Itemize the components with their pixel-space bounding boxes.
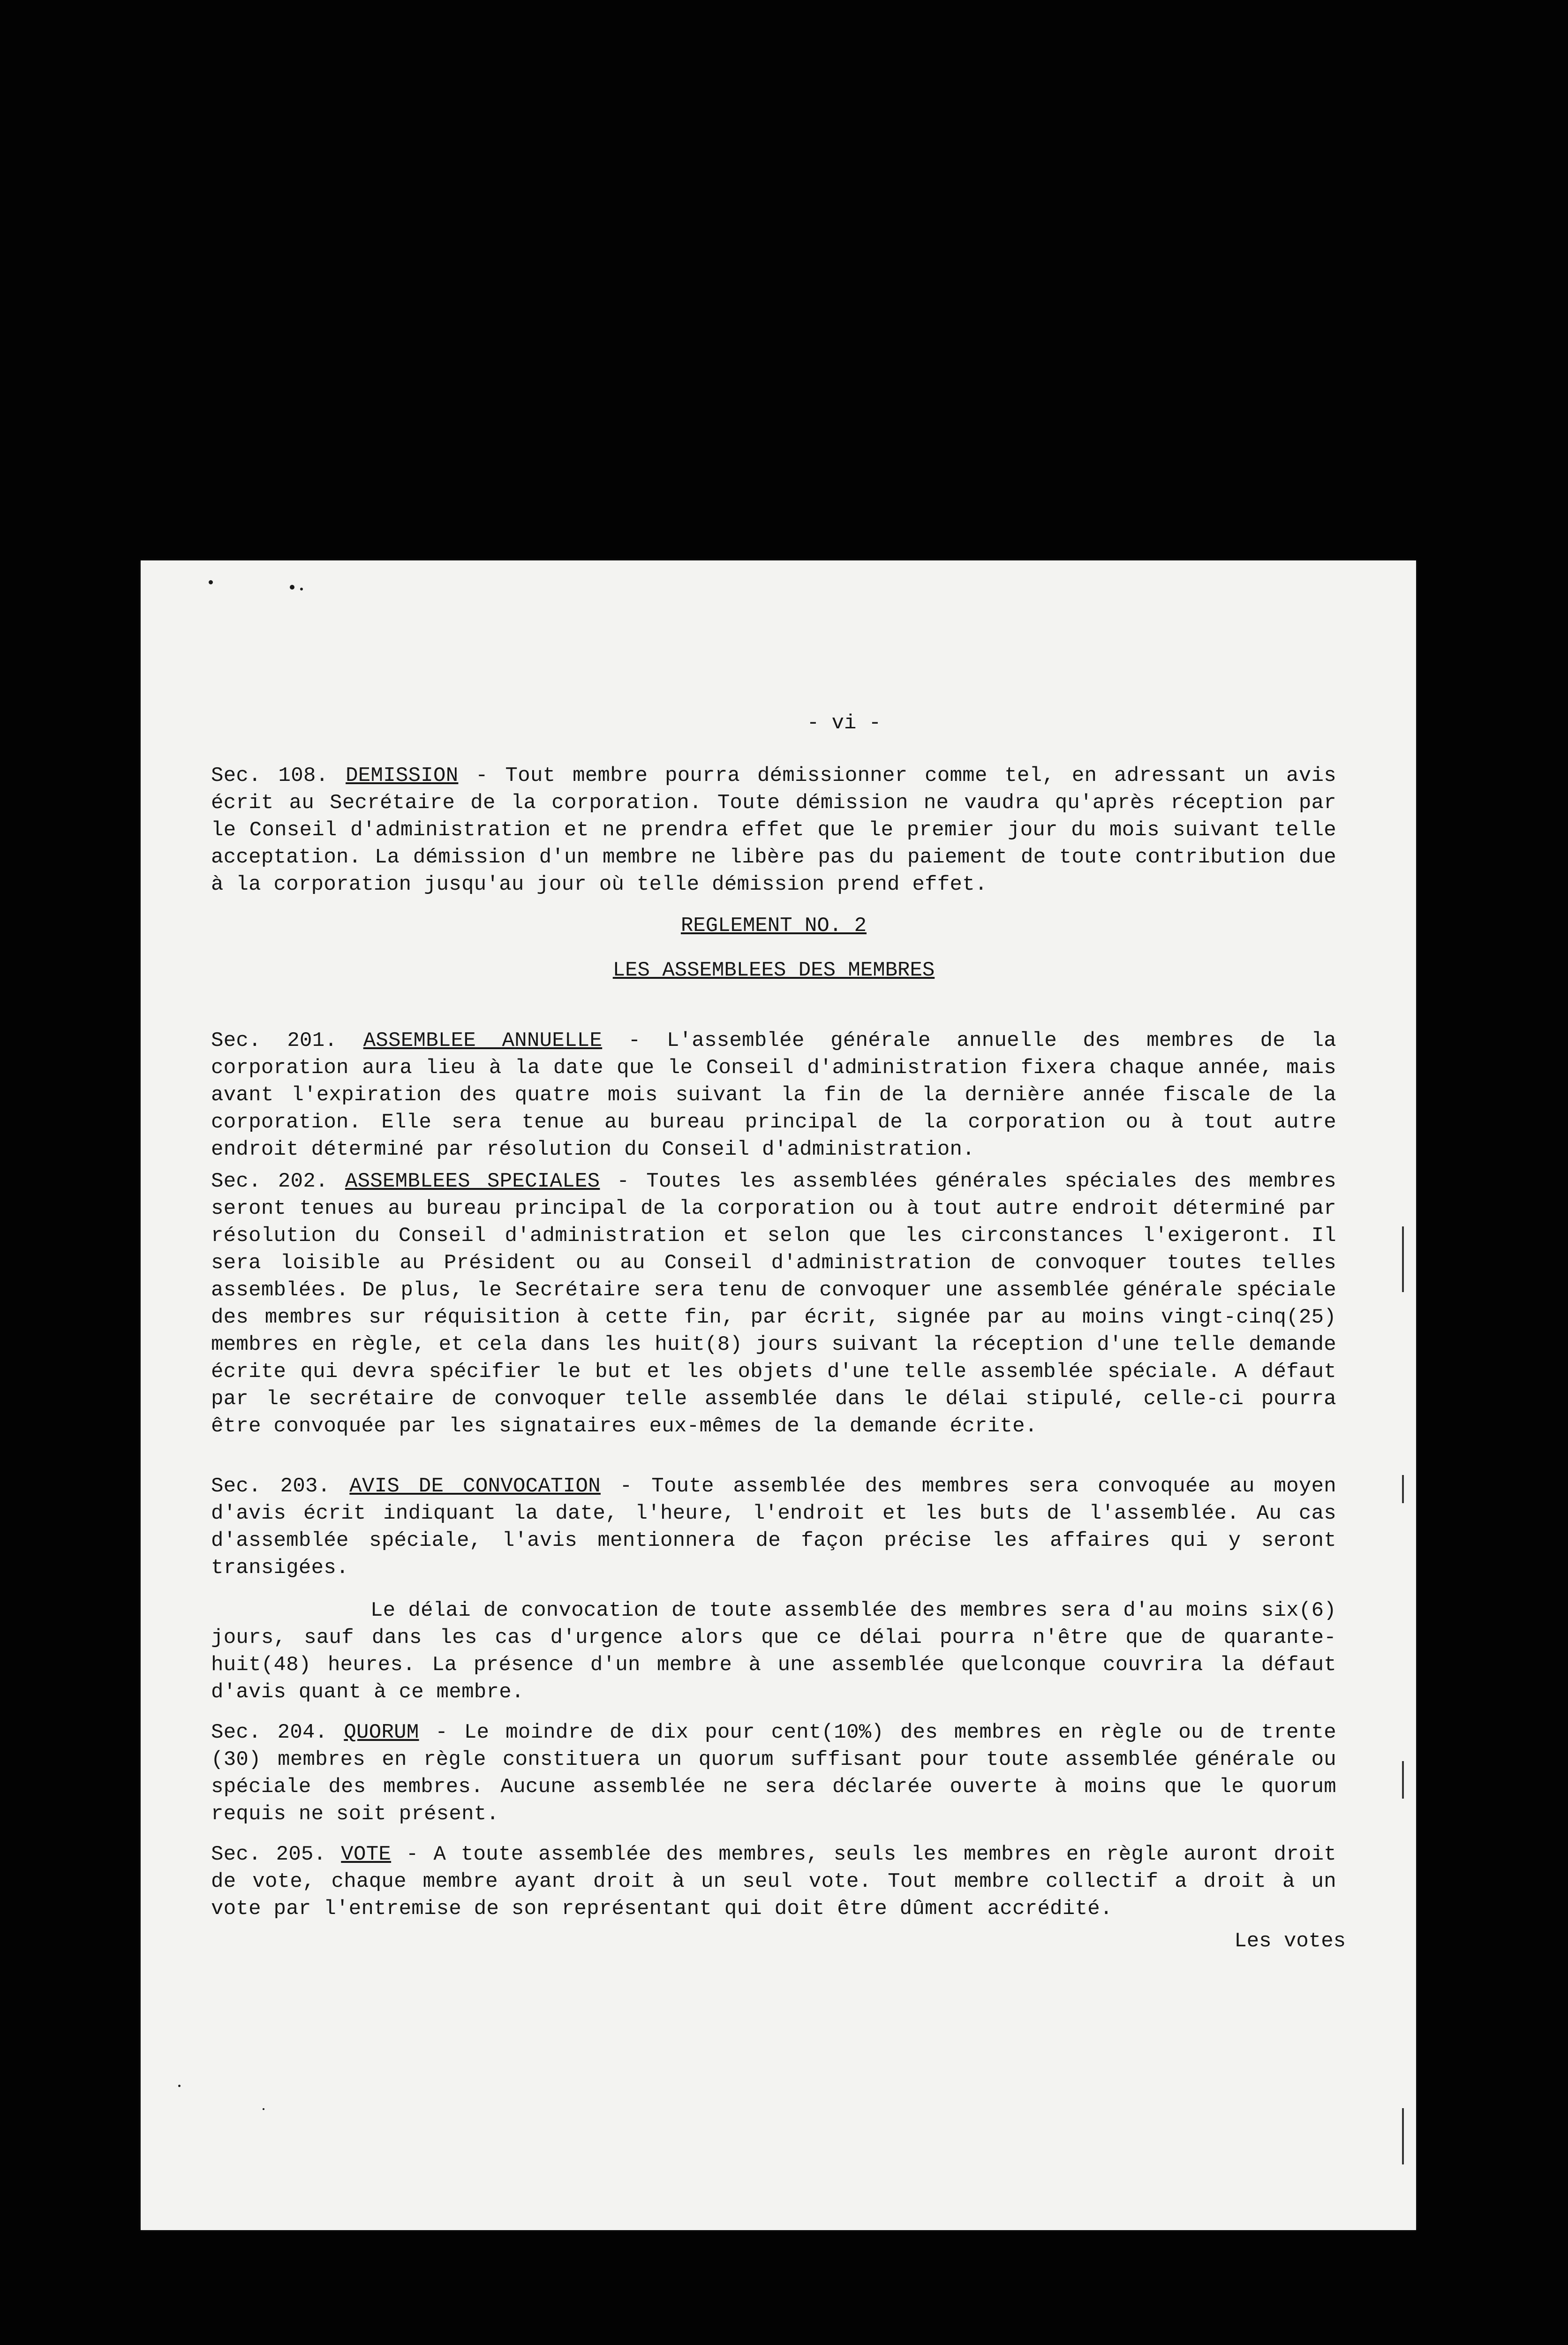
page-number: - vi - (807, 711, 882, 735)
edge-mark (1402, 1475, 1404, 1503)
section-heading: DEMISSION (346, 764, 459, 787)
section-108 (211, 762, 1336, 898)
speck-mark (300, 588, 303, 590)
section-text: - A toute assemblée des membres, seuls les membres en règle auront droit de vote, chaque membre ayant droit à un seul vote. Tout membre collectif a droit à un vote par l'entremise de son représentant qui doit être dûment accrédité. (211, 1843, 1336, 1921)
section-number: Sec. 201. (211, 1029, 338, 1052)
reglement-title: REGLEMENT NO. 2 (680, 914, 867, 938)
reglement-subtitle: LES ASSEMBLEES DES MEMBRES (612, 959, 935, 982)
section-203 (211, 1473, 1336, 1581)
document-page (141, 560, 1416, 2230)
section-204 (211, 1719, 1336, 1828)
section-heading: ASSEMBLEES SPECIALES (345, 1170, 600, 1193)
section-205 (211, 1841, 1336, 1922)
section-203-paragraph-2: Le délai de convocation de toute assemblée des membres sera d'au moins six(6) jours, sauf dans les cas d'urgence alors que ce délai pourra n'être que de quarante-huit(48) heures. La présence d'un membre à une assemblée quelconque couvrira la défaut d'avis quant à ce membre. (211, 1599, 1336, 1704)
section-text: - Toute assemblée des membres sera convoquée au moyen d'avis écrit indiquant la date, l'heure, l'endroit et les buts de l'assemblée. Au cas d'assemblée spéciale, l'avis mentionnera de façon précise les affaires qui y seront transigées. (211, 1475, 1336, 1580)
section-202 (211, 1168, 1336, 1440)
section-text: - Le moindre de dix pour cent(10%) des membres en règle ou de trente (30) membres en règle constituera un quorum suffisant pour toute assemblée générale ou spéciale des membres. Aucune assemblée ne sera déclarée ouverte à moins que le quorum requis ne soit présent. (211, 1721, 1336, 1826)
section-heading: ASSEMBLEE ANNUELLE (363, 1029, 603, 1052)
edge-mark (1402, 1226, 1404, 1292)
speck-mark (263, 2108, 264, 2110)
speck-mark (209, 580, 213, 584)
section-text: - Toutes les assemblées générales spéciales des membres seront tenues au bureau principal de la corporation ou à tout autre endroit déterminé par résolution du Conseil d'administration et selon que les circonstances l'exigeront. Il sera loisible au Président ou au Conseil d'administration de convoquer toutes telles assemblées. De plus, le Secrétaire sera tenu de convoquer une assemblée générale spéciale des membres sur réquisition à cette fin, par écrit, signée par au moins vingt-cinq(25) membres en règle, et cela dans les huit(8) jours suivant la réception d'une telle demande écrite qui devra spécifier le but et les objets d'une telle assemblée spéciale. A défaut par le secrétaire de convoquer telle assemblée dans le délai stipulé, celle-ci pourra être convoquée par les signataires eux-mêmes de la demande écrite. (211, 1170, 1336, 1438)
section-heading: QUORUM (344, 1721, 419, 1744)
section-number: Sec. 203. (211, 1475, 331, 1498)
section-number: Sec. 108. (211, 764, 329, 787)
edge-mark (1402, 2108, 1404, 2164)
section-text: - L'assemblée générale annuelle des membres de la corporation aura lieu à la date que le Conseil d'administration fixera chaque année, mais avant l'expiration des quatre mois suivant la fin de la dernière année fiscale de la corporation. Elle sera tenue au bureau principal de la corporation ou à tout autre endroit déterminé par résolution du Conseil d'administration. (211, 1029, 1336, 1161)
section-number: Sec. 205. (211, 1843, 326, 1866)
edge-mark (1402, 1761, 1404, 1799)
speck-mark (290, 585, 294, 590)
section-heading: VOTE (341, 1843, 392, 1866)
section-heading: AVIS DE CONVOCATION (349, 1475, 601, 1498)
section-number: Sec. 202. (211, 1170, 328, 1193)
continued-text: Les votes (1234, 1929, 1346, 1953)
section-201 (211, 1027, 1336, 1163)
section-text: - Tout membre pourra démissionner comme tel, en adressant un avis écrit au Secrétaire de la corporation. Toute démission ne vaudra qu'après réception par le Conseil d'administration et ne prendra effet que le premier jour du mois suivant telle acceptation. La démission d'un membre ne libère pas du paiement de toute contribution due à la corporation jusqu'au jour où telle démission prend effet. (211, 764, 1336, 896)
speck-mark (178, 2085, 181, 2087)
section-number: Sec. 204. (211, 1721, 328, 1744)
